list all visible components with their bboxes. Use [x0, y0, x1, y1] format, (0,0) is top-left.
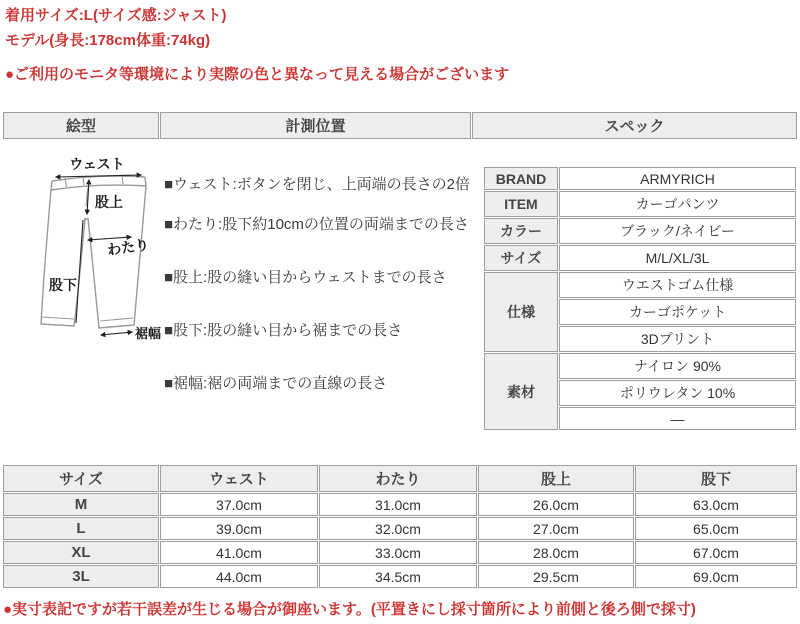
size-row-m: [3, 493, 797, 516]
diagram-label-waist: ウェスト: [69, 156, 125, 172]
size-row-xl: [3, 541, 797, 564]
size-name: XL: [3, 541, 159, 564]
inseam-value: 69.0cm: [635, 565, 797, 588]
diagram-label-thigh: わたり: [106, 236, 151, 258]
size-row-3l: [3, 565, 797, 588]
thigh-value: 34.5cm: [319, 565, 477, 588]
measure-def-hem: ■裾幅:裾の両端までの直線の長さ: [164, 375, 388, 392]
spec-row-size: [484, 245, 796, 271]
header-cell-spec: スペック: [472, 112, 797, 139]
spec-value-item: カーゴパンツ: [559, 191, 796, 217]
pants-measurement-diagram: [25, 156, 175, 351]
header-cell-measure-position: 計測位置: [160, 112, 471, 139]
spec-label-brand: BRAND: [484, 167, 558, 190]
size-row-l: [3, 517, 797, 540]
measurement-disclaimer: ●実寸表記ですが若干誤差が生じる場合が御座います。(平置きにし採寸箇所により前側と後ろ側で採寸): [3, 601, 696, 618]
inseam-col-header: 股下: [635, 465, 797, 492]
waist-value: 37.0cm: [160, 493, 318, 516]
waist-value: 39.0cm: [160, 517, 318, 540]
model-info-notes: [5, 3, 226, 53]
model-spec-note: モデル(身長:178cm体重:74kg): [5, 32, 211, 49]
spec-value-material-1: ナイロン 90%: [559, 353, 796, 379]
diagram-label-rise: 股上: [95, 194, 123, 210]
diagram-label-inseam: 股下: [49, 277, 77, 293]
spec-row-brand: [484, 167, 796, 190]
thigh-col-header: わたり: [319, 465, 477, 492]
inseam-value: 63.0cm: [635, 493, 797, 516]
spec-row-material: [484, 353, 796, 379]
size-name: M: [3, 493, 159, 516]
measure-def-waist: ■ウェスト:ボタンを閉じ、上両端の長さの2倍: [164, 176, 470, 193]
size-col-header: サイズ: [3, 465, 159, 492]
spec-label-size: サイズ: [484, 245, 558, 271]
wearing-size-note: 着用サイズ:L(サイズ感:ジャスト): [5, 7, 227, 24]
diagram-label-hem-width: 裾幅: [135, 326, 162, 341]
rise-value: 28.0cm: [478, 541, 634, 564]
size-chart-header-row: [3, 465, 797, 492]
spec-label-color: カラー: [484, 218, 558, 244]
rise-col-header: 股上: [478, 465, 634, 492]
rise-value: 27.0cm: [478, 517, 634, 540]
size-name: 3L: [3, 565, 159, 588]
spec-row-feature: [484, 272, 796, 298]
spec-value-material-3: ―: [559, 407, 796, 430]
spec-row-color: [484, 218, 796, 244]
header-cell-sketch: 絵型: [3, 112, 159, 139]
spec-value-brand: ARMYRICH: [559, 167, 796, 190]
measure-def-thigh: ■わたり:股下約10cmの位置の両端までの長さ: [164, 216, 469, 233]
thigh-value: 31.0cm: [319, 493, 477, 516]
spec-value-material-2: ポリウレタン 10%: [559, 380, 796, 406]
spec-table: [483, 166, 797, 431]
spec-value-color: ブラック/ネイビー: [559, 218, 796, 244]
measure-def-inseam: ■股下:股の縫い目から裾までの長さ: [164, 322, 403, 339]
inseam-value: 67.0cm: [635, 541, 797, 564]
spec-label-item: ITEM: [484, 191, 558, 217]
waist-value: 44.0cm: [160, 565, 318, 588]
spec-value-size: M/L/XL/3L: [559, 245, 796, 271]
spec-row-item: [484, 191, 796, 217]
rise-value: 26.0cm: [478, 493, 634, 516]
monitor-color-notice: ●ご利用のモニタ等環境により実際の色と異なって見える場合がございます: [5, 66, 510, 83]
measure-def-rise: ■股上:股の縫い目からウェストまでの長さ: [164, 269, 447, 286]
spec-label-material: 素材: [484, 353, 558, 430]
inseam-value: 65.0cm: [635, 517, 797, 540]
size-chart-table: [2, 464, 798, 589]
measurement-definitions: [164, 172, 484, 424]
spec-value-feature-2: カーゴポケット: [559, 299, 796, 325]
waist-col-header: ウェスト: [160, 465, 318, 492]
thigh-value: 33.0cm: [319, 541, 477, 564]
spec-value-feature-3: 3Dプリント: [559, 326, 796, 352]
waist-value: 41.0cm: [160, 541, 318, 564]
size-name: L: [3, 517, 159, 540]
thigh-value: 32.0cm: [319, 517, 477, 540]
section-header-table: [2, 111, 798, 140]
rise-value: 29.5cm: [478, 565, 634, 588]
spec-value-feature-1: ウエストゴム仕様: [559, 272, 796, 298]
spec-label-features: 仕様: [484, 272, 558, 352]
